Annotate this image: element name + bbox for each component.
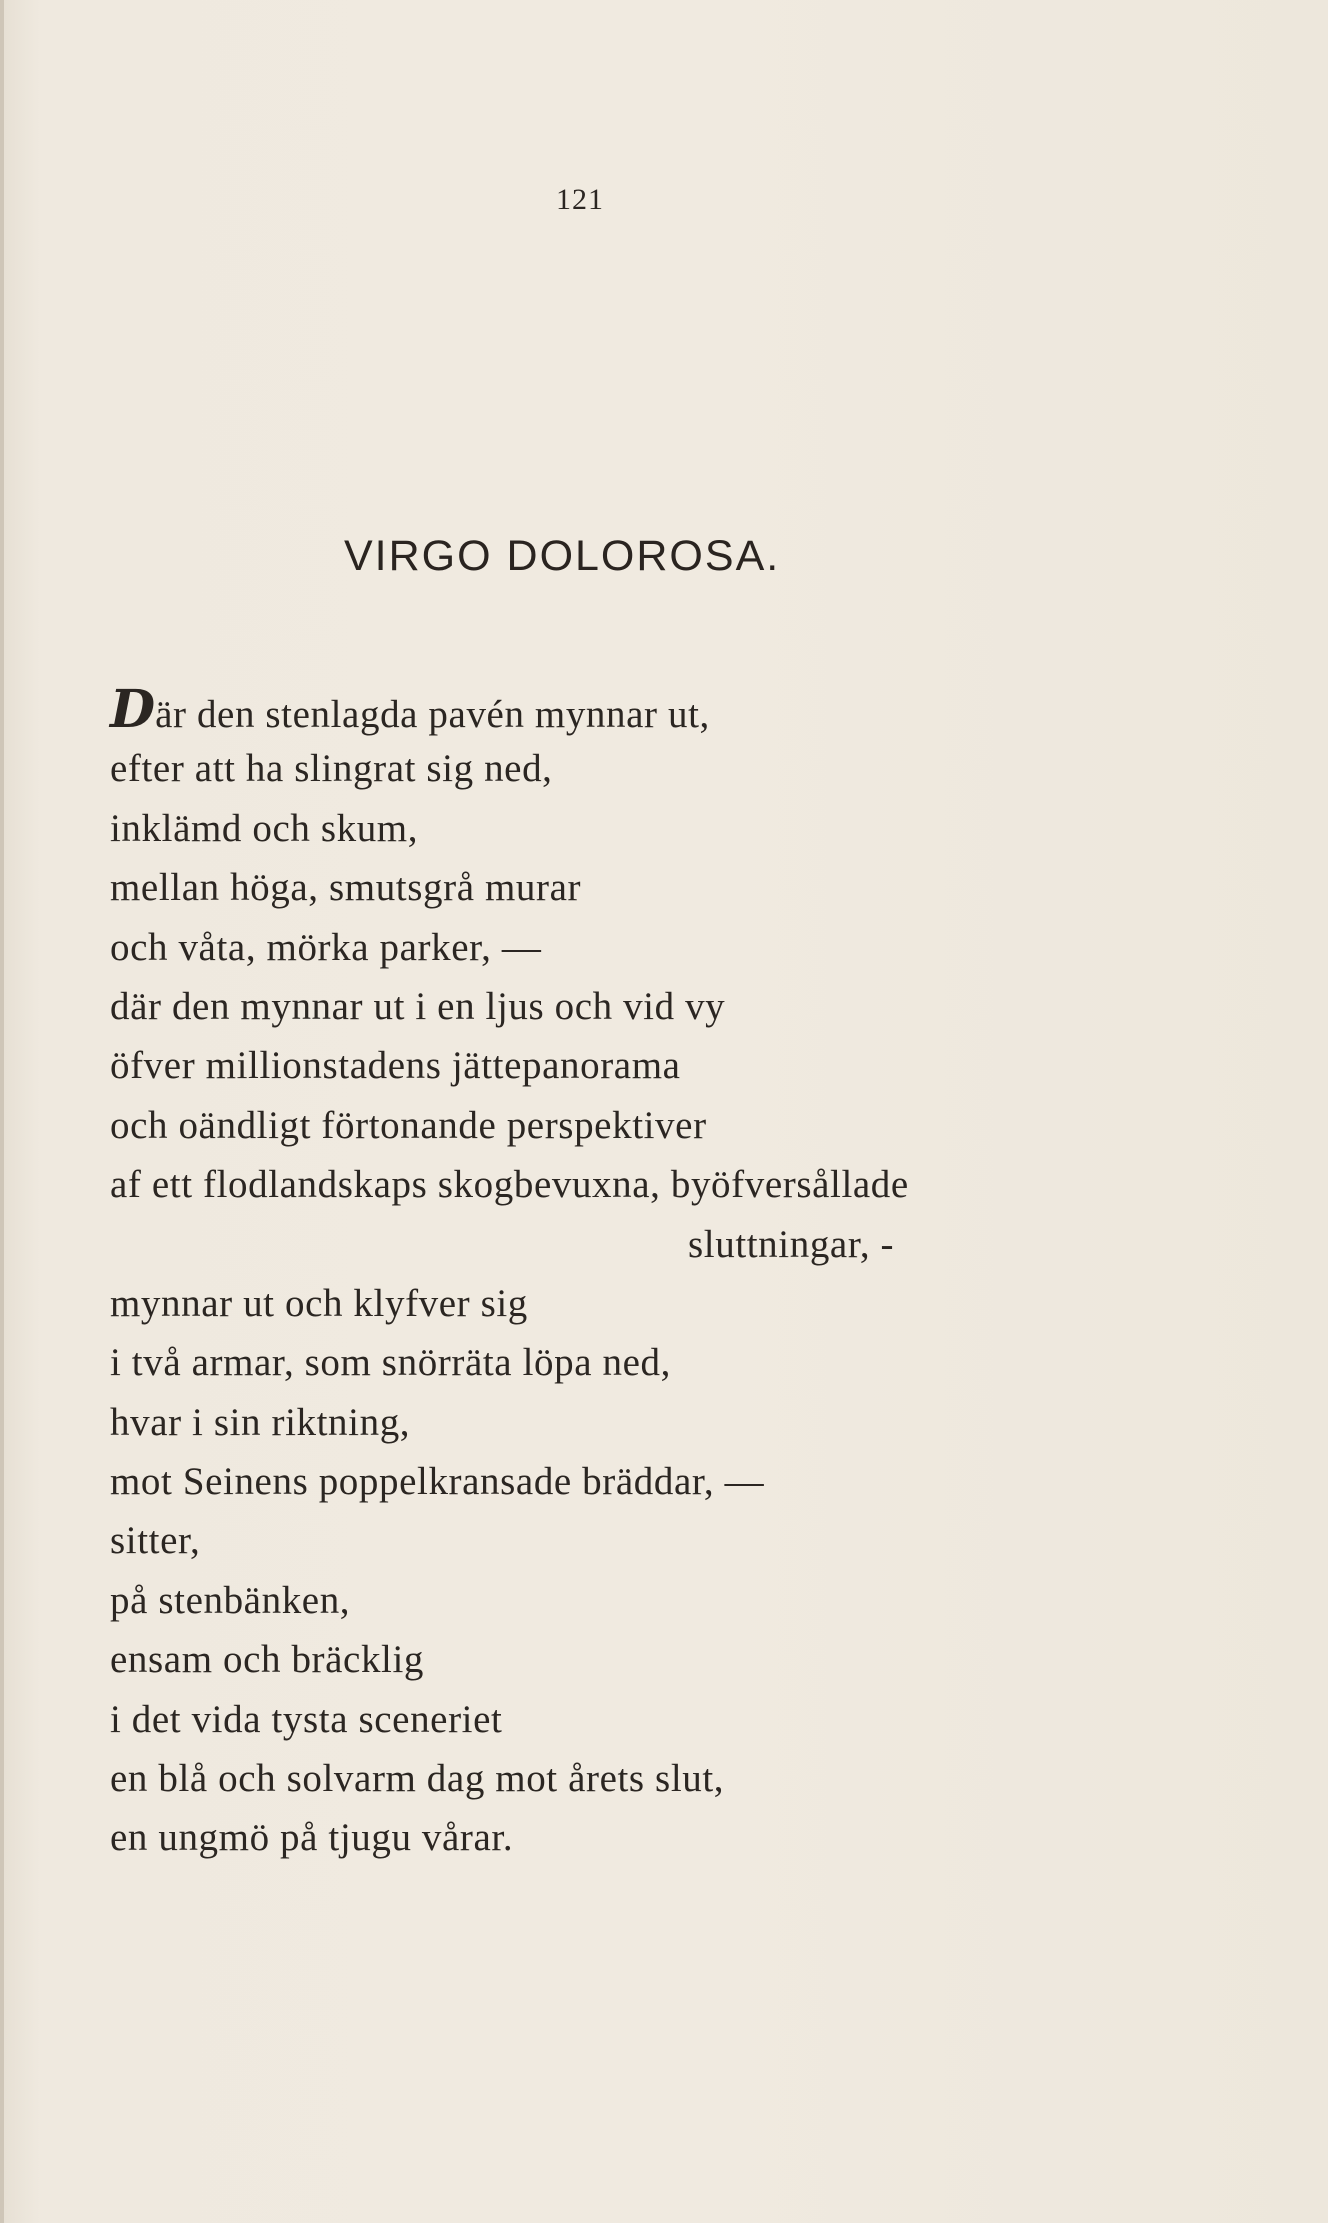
poem-body xyxy=(110,680,1260,1868)
page-edge xyxy=(0,0,4,2223)
poem-line-17: ensam och bräcklig xyxy=(110,1638,425,1682)
poem-line-15: sitter, xyxy=(110,1519,201,1563)
poem-line-16: på stenbänken, xyxy=(110,1578,351,1622)
page-number: 121 xyxy=(556,183,604,216)
poem-line-3: inklämd och skum, xyxy=(110,806,419,850)
poem-line-11: mynnar ut och klyfver sig xyxy=(110,1281,528,1325)
poem-title: VIRGO DOLOROSA. xyxy=(344,532,781,580)
poem-line-19: en blå och solvarm dag mot årets slut, xyxy=(110,1757,725,1801)
poem-line-8: och oändligt förtonande perspektiver xyxy=(110,1103,707,1147)
drop-cap-initial: D xyxy=(110,679,154,740)
poem-line-13: hvar i sin riktning, xyxy=(110,1400,411,1444)
poem-line-14: mot Seinens poppelkransade bräddar, — xyxy=(110,1460,765,1504)
poem-line-5: och våta, mörka parker, — xyxy=(110,925,542,969)
poem-line-4: mellan höga, smutsgrå murar xyxy=(110,866,582,910)
poem-line-1 xyxy=(110,680,1260,739)
poem-line-20: en ungmö på tjugu vårar. xyxy=(110,1816,514,1860)
poem-line-2: efter att ha slingrat sig ned, xyxy=(110,747,553,791)
poem-line-text: är den stenlagda pavén mynnar ut, xyxy=(155,693,710,736)
poem-line-6: där den mynnar ut i en ljus och vid vy xyxy=(110,984,726,1028)
poem-line-18: i det vida tysta sceneriet xyxy=(110,1697,503,1741)
poem-line-9: af ett flodlandskaps skogbevuxna, byöfversållade xyxy=(110,1163,909,1207)
poem-line-12: i två armar, som snörräta löpa ned, xyxy=(110,1341,671,1385)
poem-line-7: öfver millionstadens jättepanorama xyxy=(110,1044,681,1088)
poem-line-10-continuation: sluttningar, - xyxy=(688,1222,895,1266)
